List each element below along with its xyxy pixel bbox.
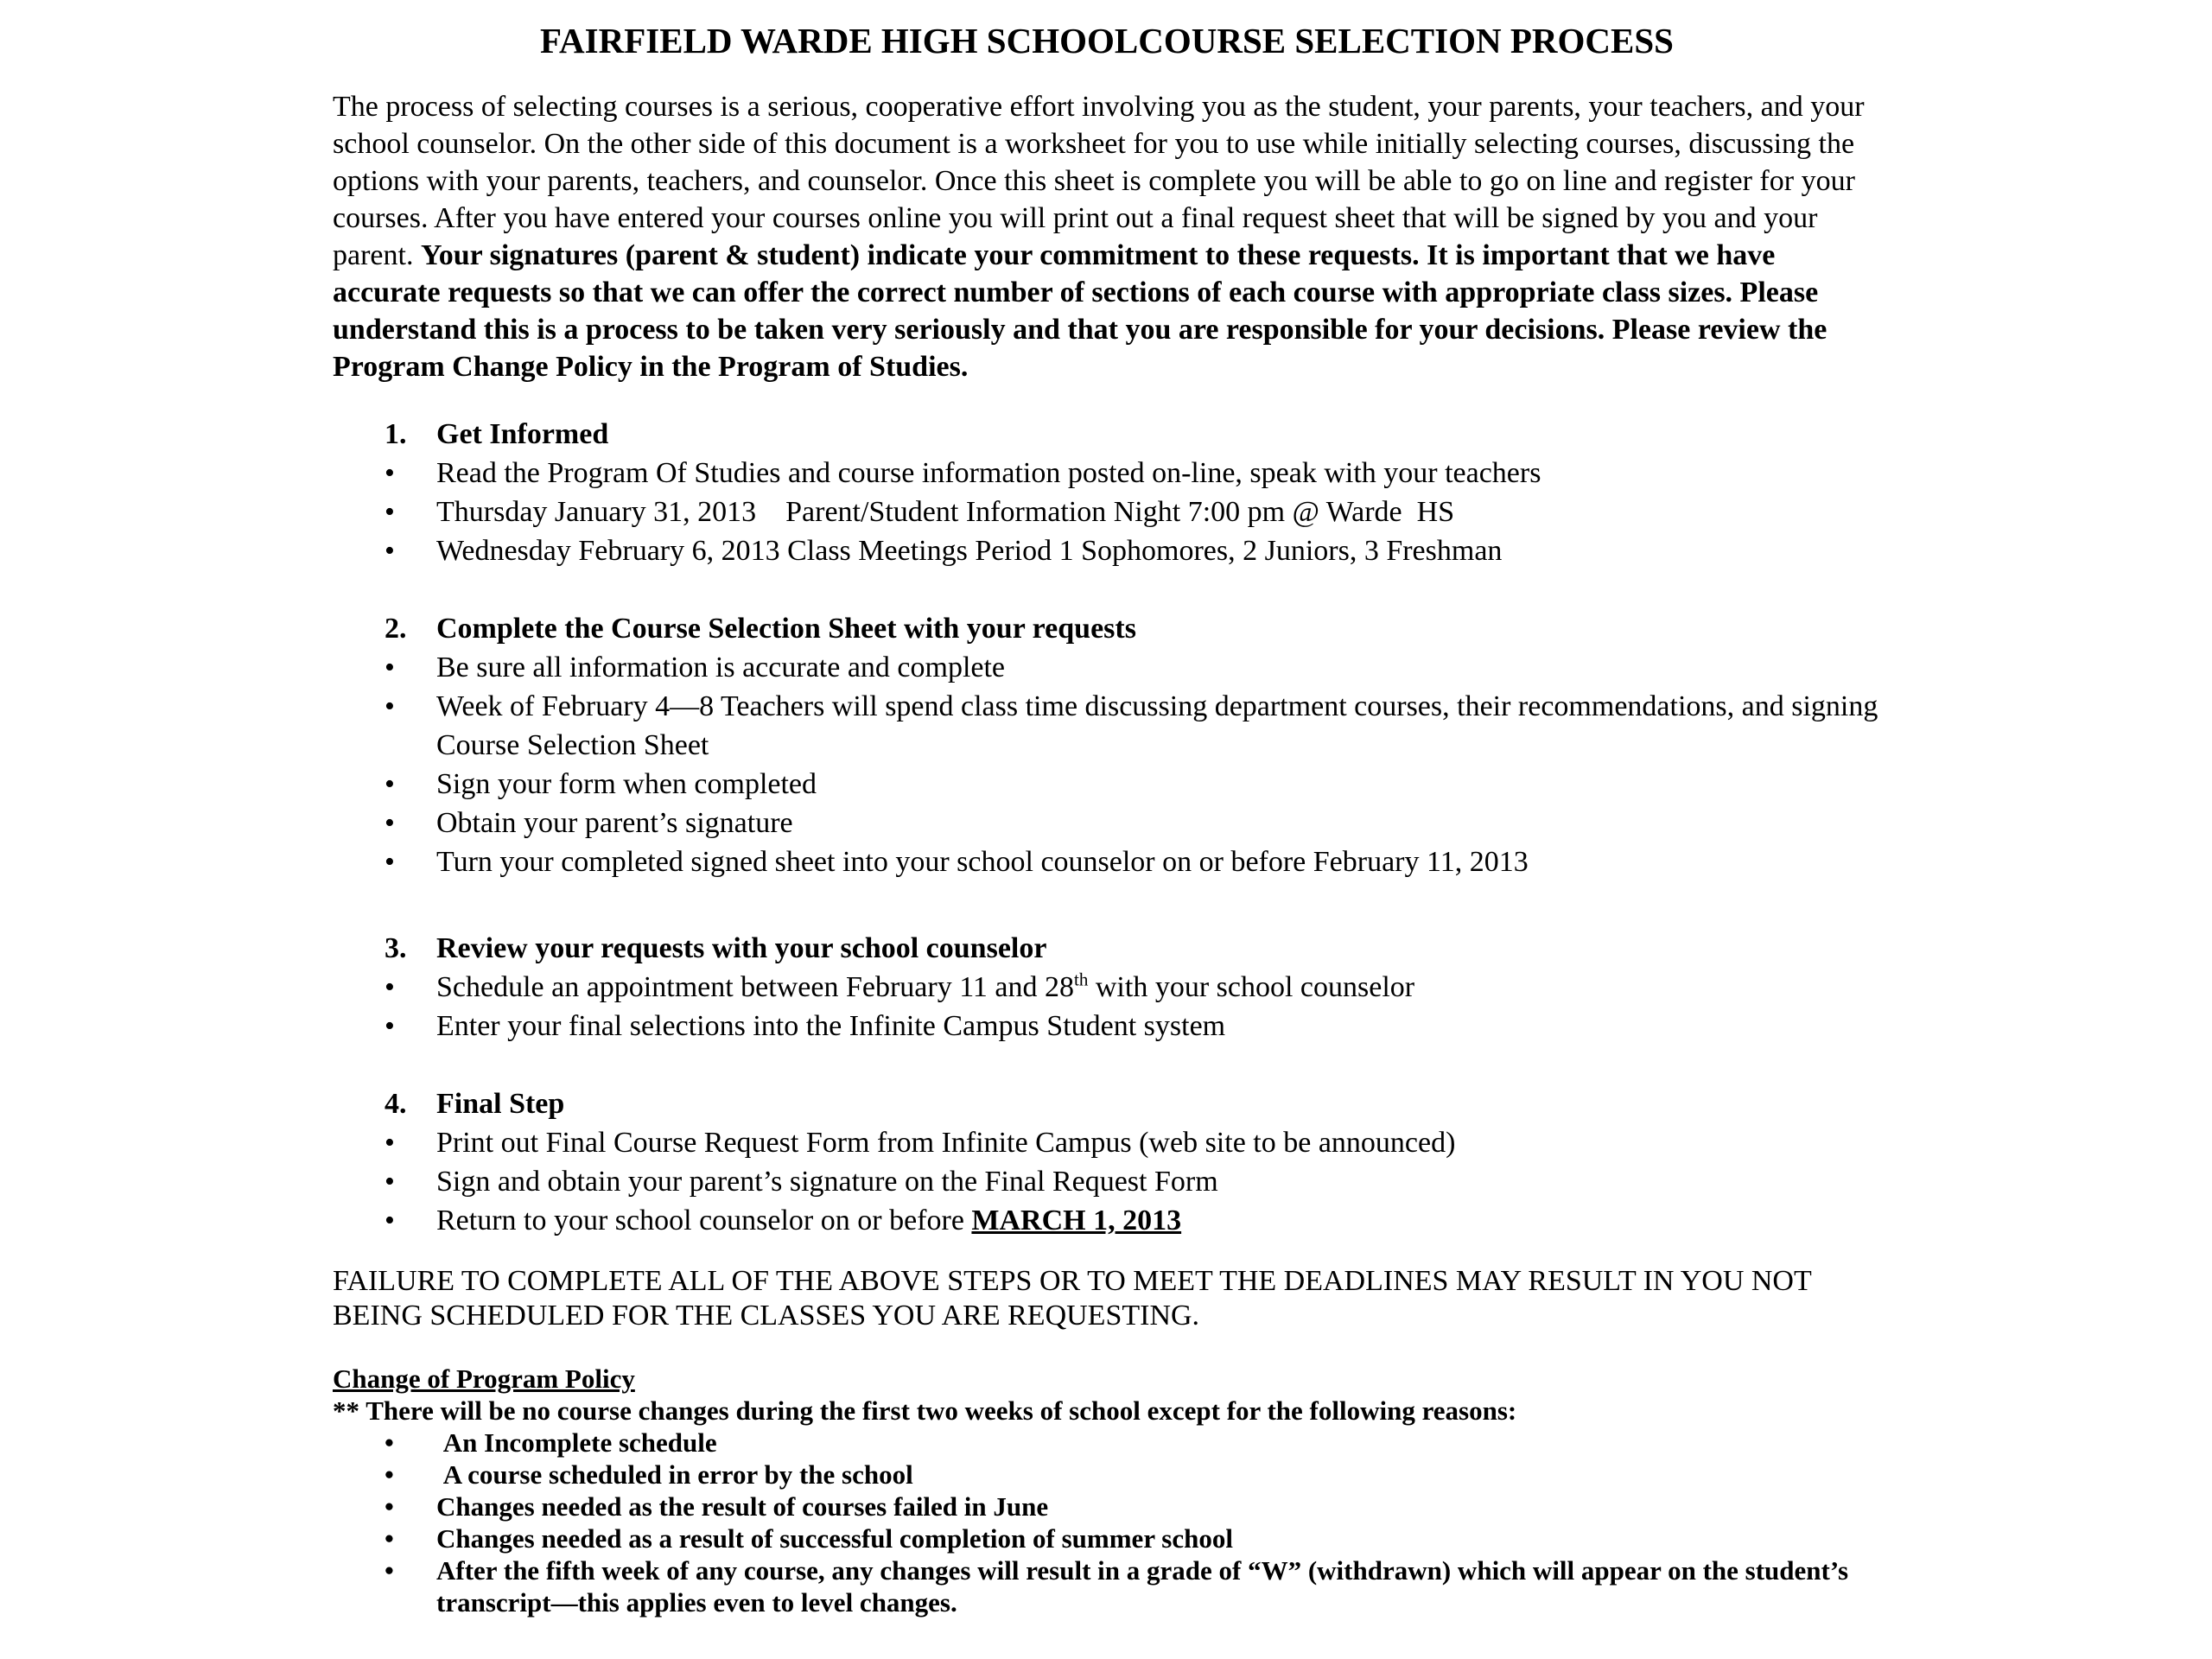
policy-bullet-4 [333, 1522, 1881, 1554]
policy-intro: ** There will be no course changes during the first two weeks of school except for the following reasons: [333, 1395, 1517, 1426]
bullet-marker: • [385, 1427, 394, 1458]
policy-section [333, 1363, 1881, 1618]
bullet-text: Sign your form when completed [436, 768, 817, 800]
bullet-marker: • [385, 1205, 395, 1236]
bullet-marker: • [385, 457, 395, 489]
bullet-marker: • [385, 496, 395, 528]
step-2-bullet-1 [333, 648, 1881, 687]
return-text-prefix: Return to your school counselor on or before [436, 1205, 972, 1236]
step-1-heading [333, 415, 1881, 454]
step-2-section [333, 609, 1885, 881]
bullet-marker: • [385, 1491, 394, 1522]
bullet-marker: • [385, 768, 395, 800]
bullet-text [436, 1201, 1881, 1240]
step-4-number: 4. [385, 1088, 407, 1120]
step-2-number: 2. [385, 613, 407, 645]
step-3-heading-label: Review your requests with your school counselor [436, 932, 1047, 964]
bullet-text: Sign and obtain your parent’s signature on the Final Request Form [436, 1166, 1218, 1198]
step-3-bullet-2 [333, 1007, 1881, 1046]
step-1-bullet-2 [333, 493, 1881, 531]
schedule-text-before: Schedule an appointment between February 11 and 28 [436, 971, 1075, 1003]
bullet-text: Turn your completed signed sheet into your school counselor on or before February 11, 2013 [436, 846, 1529, 878]
document-page [333, 0, 1885, 1618]
step-1-number: 1. [385, 418, 407, 450]
step-1-bullet-1 [333, 454, 1881, 493]
step-1-heading-label: Get Informed [436, 418, 609, 450]
bullet-marker: • [385, 1523, 394, 1554]
bullet-marker: • [385, 846, 395, 878]
bullet-marker: • [385, 1010, 395, 1042]
step-2-heading-label: Complete the Course Selection Sheet with your requests [436, 613, 1136, 645]
bullet-marker: • [385, 971, 395, 1003]
policy-bullet-1 [333, 1427, 1881, 1459]
bullet-text: Changes needed as the result of courses failed in June [436, 1491, 1049, 1522]
bullet-text: A course scheduled in error by the school [436, 1459, 913, 1490]
bullet-text: Obtain your parent’s signature [436, 807, 793, 839]
deadline-date: MARCH 1, 2013 [971, 1205, 1182, 1236]
bullet-text: Week of February 4—8 Teachers will spend class time discussing department courses, their recommendations, and signing Course Selection Sheet [436, 690, 1885, 761]
bullet-marker: • [385, 1459, 394, 1490]
policy-bullet-3 [333, 1491, 1881, 1522]
bullet-marker: • [385, 1127, 395, 1159]
bullet-marker: • [385, 690, 395, 722]
bullet-text: Wednesday February 6, 2013 Class Meetings Period 1 Sophomores, 2 Juniors, 3 Freshman [436, 535, 1503, 567]
step-3-bullet-1 [333, 968, 1881, 1007]
failure-notice: FAILURE TO COMPLETE ALL OF THE ABOVE STEPS OR TO MEET THE DEADLINES MAY RESULT IN YOU NOT BEING SCHEDULED FOR THE CLASSES YOU ARE REQUESTING. [333, 1265, 1812, 1332]
policy-bullet-5 [333, 1554, 1881, 1618]
step-2-bullet-2 [333, 687, 1885, 765]
policy-bullet-2 [333, 1459, 1881, 1491]
bullet-text: Read the Program Of Studies and course information posted on-line, speak with your teachers [436, 457, 1541, 489]
bullet-text: Changes needed as a result of successful completion of summer school [436, 1523, 1233, 1554]
step-4-section [333, 1084, 1881, 1240]
bullet-text: An Incomplete schedule [436, 1427, 717, 1458]
steps-list [333, 415, 1885, 1240]
step-1-bullet-3 [333, 531, 1881, 570]
intro-normal-text: The process of selecting courses is a serious, cooperative effort involving you as the student, your parents, your teachers, and your school counselor. On the other side of this document is a worksheet for you to use while initially selecting courses, discussing the options with your parents, teachers, and counselor. Once this sheet is complete you will be able to go on line and register for your courses. After you have entered your courses online you will print out a final request sheet that will be signed by you and your parent. [333, 91, 1865, 271]
bullet-marker: • [385, 807, 395, 839]
bullet-marker: • [385, 652, 395, 683]
step-4-heading [333, 1084, 1881, 1123]
bullet-marker: • [385, 535, 395, 567]
bullet-text: Print out Final Course Request Form from Infinite Campus (web site to be announced) [436, 1127, 1456, 1159]
bullet-text: Thursday January 31, 2013 Parent/Student Information Night 7:00 pm @ Warde HS [436, 496, 1455, 528]
policy-heading: Change of Program Policy [333, 1363, 635, 1394]
step-3-number: 3. [385, 932, 407, 964]
intro-paragraph [333, 88, 1881, 385]
page-title: FAIRFIELD WARDE HIGH SCHOOLCOURSE SELECTION PROCESS [540, 21, 1674, 60]
schedule-text-after: with your school counselor [1088, 971, 1415, 1003]
step-3-section [333, 929, 1881, 1046]
step-2-bullet-4 [333, 804, 1881, 842]
step-4-bullet-2 [333, 1162, 1881, 1201]
step-3-heading [333, 929, 1881, 968]
bullet-marker: • [385, 1166, 395, 1198]
step-4-heading-label: Final Step [436, 1088, 565, 1120]
bullet-text: After the fifth week of any course, any changes will result in a grade of “W” (withdrawn) which will appear on the student’s transcript—this applies even to level changes. [436, 1555, 1855, 1618]
bullet-marker: • [385, 1555, 394, 1586]
bullet-text: Enter your final selections into the Infinite Campus Student system [436, 1010, 1226, 1042]
step-2-bullet-5 [333, 842, 1881, 881]
step-2-heading [333, 609, 1881, 648]
step-2-bullet-3 [333, 765, 1881, 804]
step-4-bullet-3 [333, 1201, 1881, 1240]
ordinal-superscript: th [1074, 969, 1089, 990]
bullet-text [436, 968, 1881, 1007]
step-4-bullet-1 [333, 1123, 1881, 1162]
bullet-text: Be sure all information is accurate and complete [436, 652, 1006, 683]
intro-bold-text: Your signatures (parent & student) indicate your commitment to these requests. It is important that we have accurate requests so that we can offer the correct number of sections of each course with appropriate class sizes. Please understand this is a process to be taken very seriously and that you are responsible for your decisions. Please review the Program Change Policy in the Program of Studies. [333, 239, 1827, 383]
step-1-section [333, 415, 1881, 570]
